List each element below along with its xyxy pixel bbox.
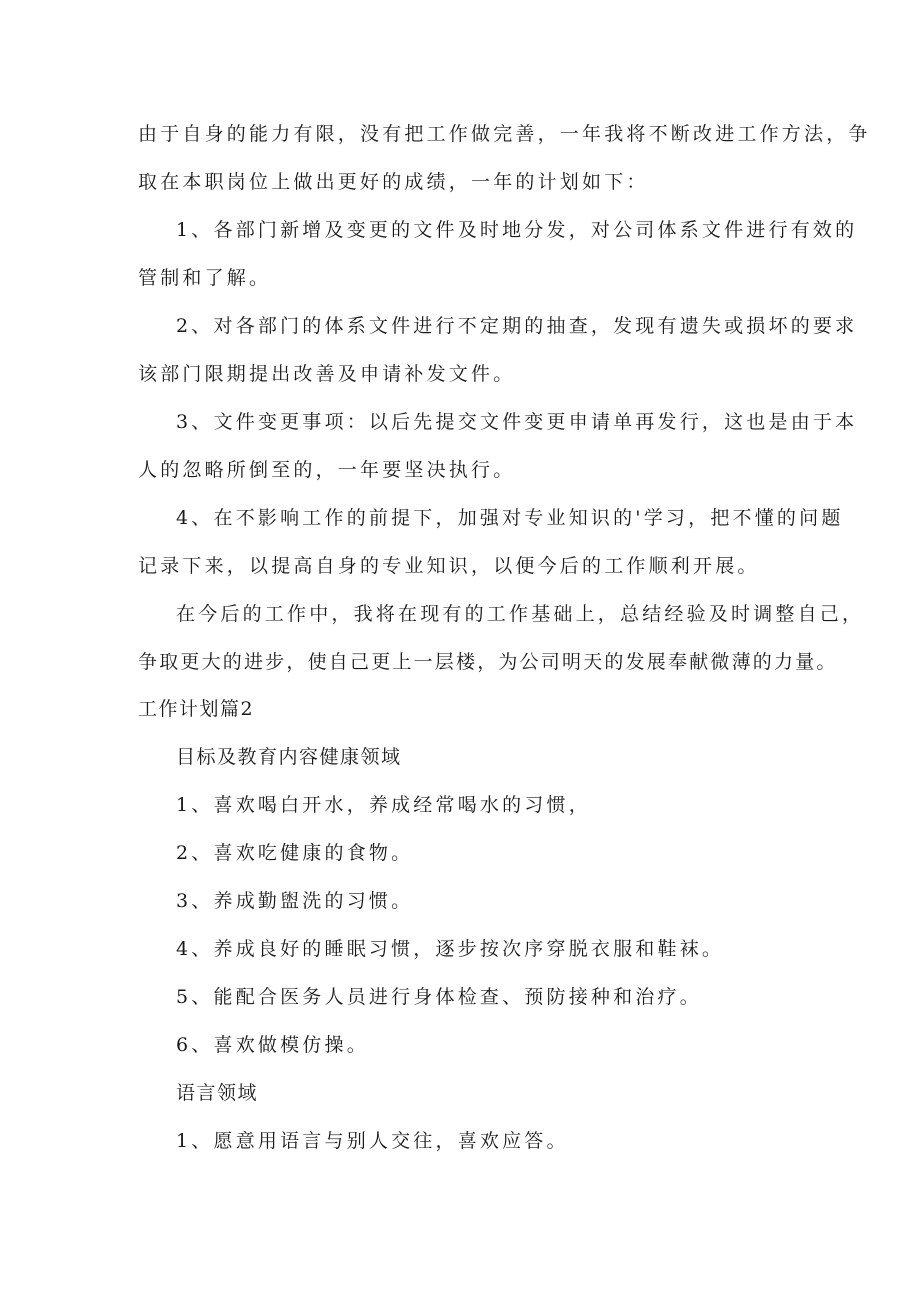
list-item-line: 1、愿意用语言与别人交往，喜欢应答。 <box>176 1130 569 1152</box>
list-item-line: 人的忽略所倒至的，一年要坚决执行。 <box>138 459 516 481</box>
list-item-line: 2、对各部门的体系文件进行不定期的抽查，发现有遗失或损坏的要求 <box>176 315 858 337</box>
list-item-line: 4、养成良好的睡眠习惯，逐步按次序穿脱衣服和鞋袜。 <box>176 938 725 960</box>
list-item-line: 记录下来，以提高自身的专业知识，以便今后的工作顺利开展。 <box>138 555 760 577</box>
list-item-line: 3、文件变更事项：以后先提交文件变更申请单再发行，这也是由于本 <box>176 411 858 433</box>
list-item-line: 2、喜欢吃健康的食物。 <box>176 842 414 864</box>
subsection-heading: 语言领域 <box>176 1082 259 1104</box>
list-item-line: 1、各部门新增及变更的文件及时地分发，对公司体系文件进行有效的 <box>176 219 858 241</box>
paragraph-line: 取在本职岗位上做出更好的成绩，一年的计划如下： <box>138 171 649 193</box>
paragraph-line: 由于自身的能力有限，没有把工作做完善，一年我将不断改进工作方法，争 <box>138 123 871 145</box>
list-item-line: 6、喜欢做模仿操。 <box>176 1034 369 1056</box>
list-item-line: 5、能配合医务人员进行身体检查、预防接种和治疗。 <box>176 986 702 1008</box>
section-heading: 工作计划篇2 <box>138 698 255 720</box>
list-item-line: 3、养成勤盥洗的习惯。 <box>176 890 414 912</box>
list-item-line: 4、在不影响工作的前提下，加强对专业知识的'学习，把不懂的问题 <box>176 507 844 529</box>
list-item-line: 管制和了解。 <box>138 267 272 289</box>
list-item-line: 该部门限期提出改善及申请补发文件。 <box>138 363 516 385</box>
list-item-line: 1、喜欢喝白开水，养成经常喝水的习惯， <box>176 794 591 816</box>
paragraph-line: 争取更大的进步，使自己更上一层楼，为公司明天的发展奉献微薄的力量。 <box>138 651 838 673</box>
paragraph-line: 在今后的工作中，我将在现有的工作基础上，总结经验及时调整自己， <box>176 603 865 625</box>
subsection-heading: 目标及教育内容健康领域 <box>176 746 402 768</box>
